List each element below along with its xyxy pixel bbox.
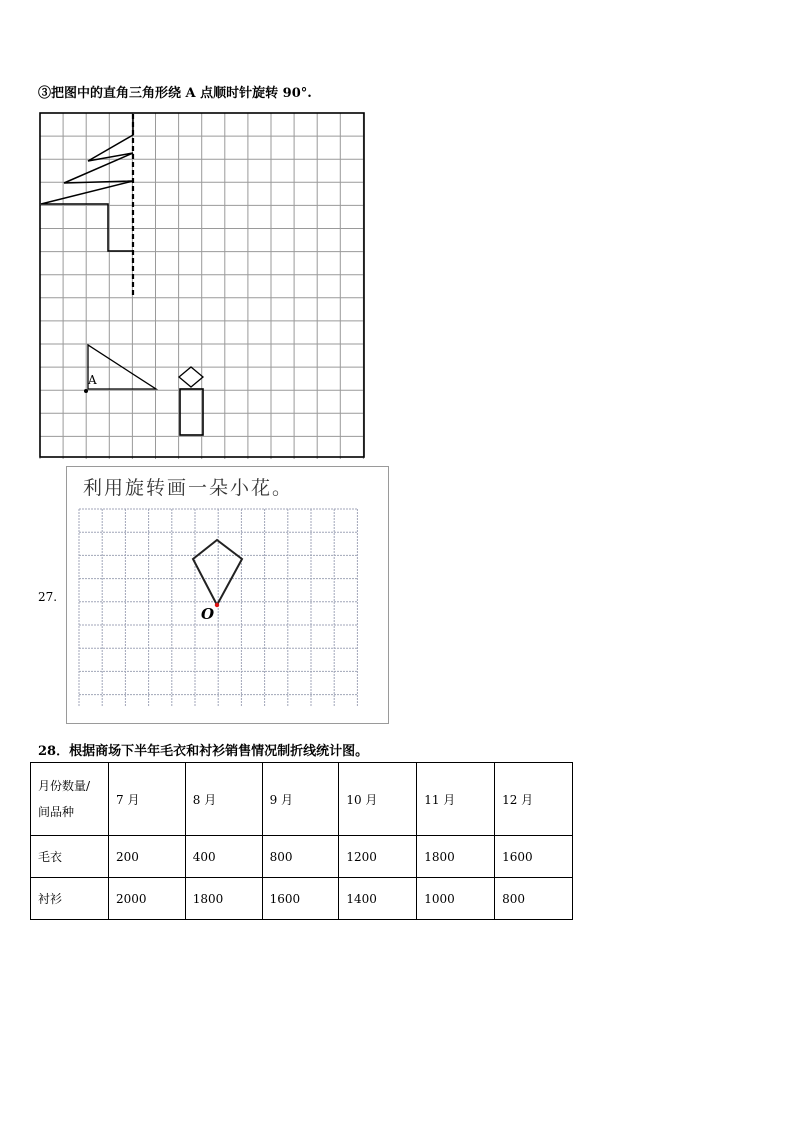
table-cell: 1600 <box>495 836 573 878</box>
flower-frame <box>66 466 389 724</box>
flower-title: 利用旋转画一朵小花。 <box>83 477 294 499</box>
point-a-label: A <box>88 373 97 387</box>
point-a-dot <box>84 389 88 393</box>
month-header: 12 月 <box>495 763 573 836</box>
circled-number: ③ <box>38 86 52 101</box>
table-cell: 1600 <box>262 878 339 920</box>
question-27-number: 27. <box>38 590 58 604</box>
question-instruction <box>38 82 312 101</box>
table-cell: 1200 <box>339 836 417 878</box>
table-corner-cell <box>31 763 109 836</box>
table-cell: 1800 <box>417 836 495 878</box>
table-row <box>31 836 573 878</box>
table-cell: 1000 <box>417 878 495 920</box>
table-cell: 200 <box>109 836 186 878</box>
instruction-text: 把图中的直角三角形绕 A 点顺时针旋转 90°. <box>51 86 312 101</box>
table-cell: 400 <box>185 836 262 878</box>
kite-petal <box>193 540 242 605</box>
rectangle-shape <box>180 389 203 435</box>
table-cell: 1800 <box>185 878 262 920</box>
grid-lines <box>79 509 357 707</box>
diamond-shape <box>179 367 203 387</box>
table-row <box>31 878 573 920</box>
month-header: 9 月 <box>262 763 339 836</box>
question-28-title: 28．根据商场下半年毛衣和衬衫销售情况制折线统计图。 <box>38 744 369 759</box>
point-o-label: O <box>201 605 215 623</box>
table-cell: 800 <box>495 878 573 920</box>
table-cell: 2000 <box>109 878 186 920</box>
month-header: 8 月 <box>185 763 262 836</box>
month-header: 10 月 <box>339 763 417 836</box>
table-cell: 1400 <box>339 878 417 920</box>
point-o-dot <box>215 603 219 607</box>
row-label: 毛衣 <box>31 836 109 878</box>
table-cell: 800 <box>262 836 339 878</box>
rotation-grid <box>38 111 366 459</box>
row-label: 衬衫 <box>31 878 109 920</box>
corner-line-1: 月份数量/ <box>38 779 91 793</box>
month-header: 11 月 <box>417 763 495 836</box>
corner-line-2: 间品种 <box>38 805 75 819</box>
sales-table <box>30 762 573 920</box>
table-header-row <box>31 763 573 836</box>
grid-lines <box>40 113 363 459</box>
month-header: 7 月 <box>109 763 186 836</box>
flower-grid <box>77 507 359 707</box>
